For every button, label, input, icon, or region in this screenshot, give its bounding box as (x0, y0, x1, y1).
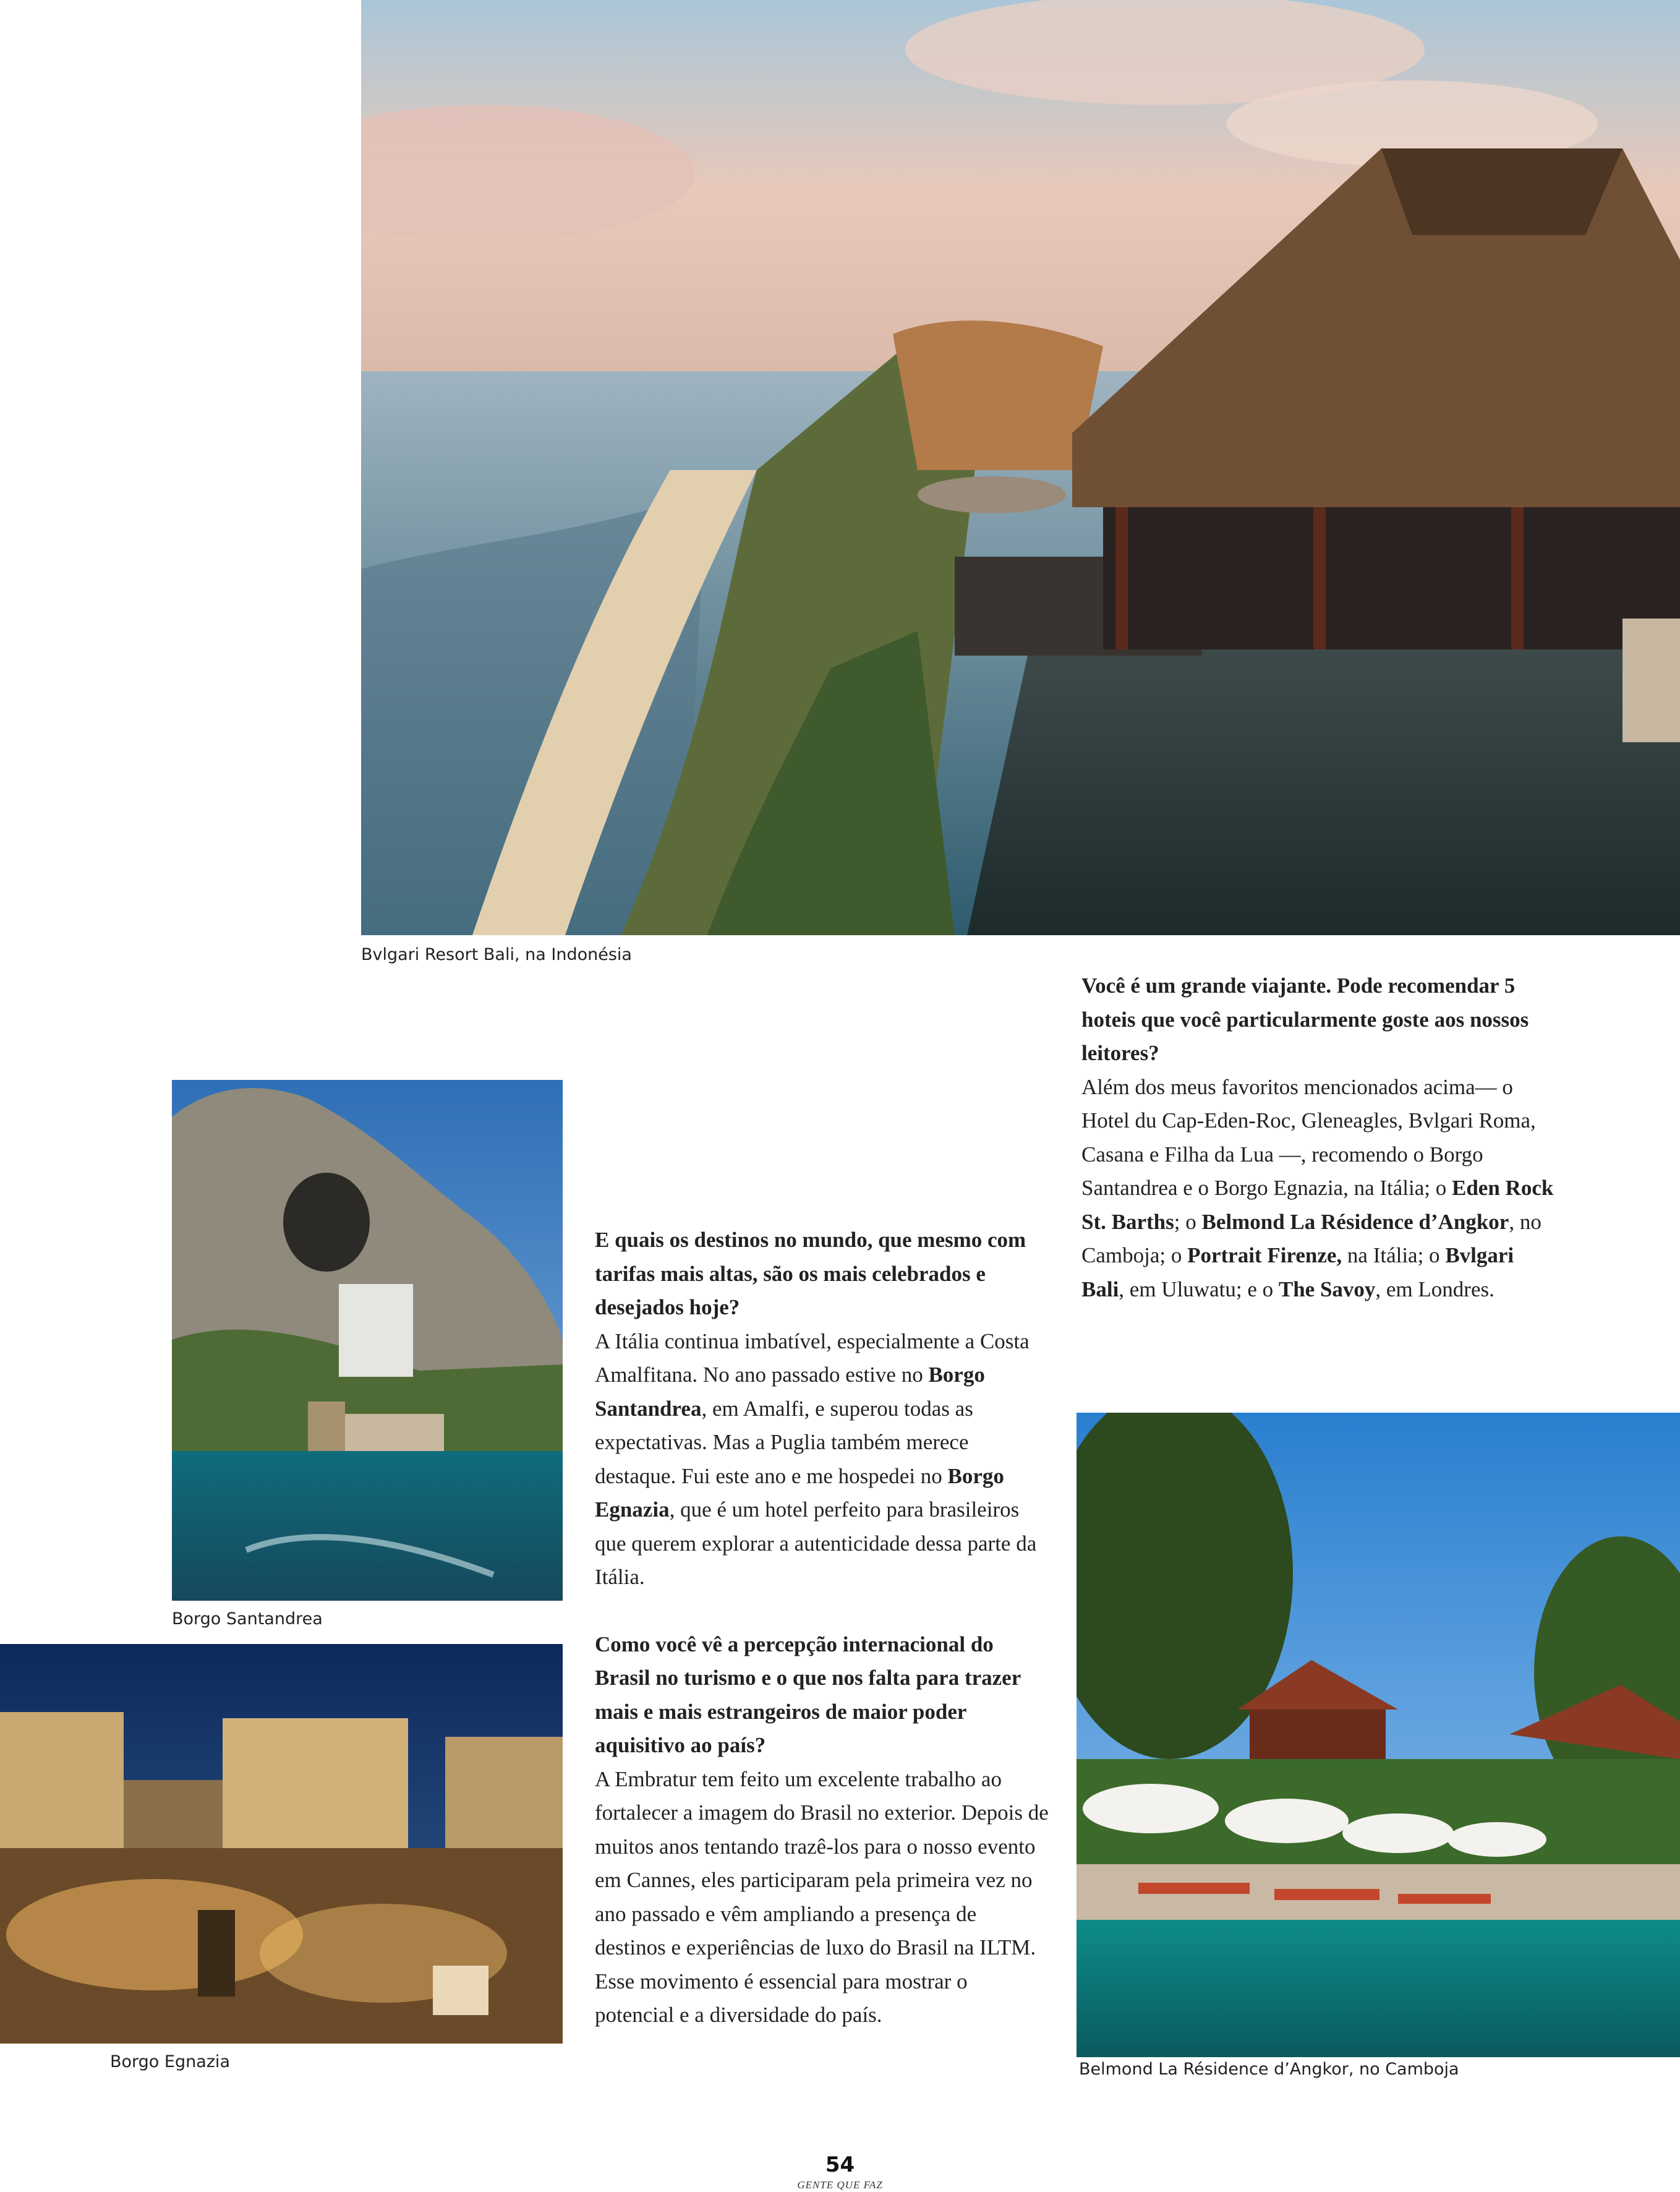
magazine-name: GENTE QUE FAZ (797, 2179, 883, 2191)
bali-resort-photo (361, 0, 1680, 935)
belmond-angkor-photo (1077, 1413, 1680, 2057)
hotel-name-borgo-santandrea: Borgo Santandrea (595, 1363, 985, 1421)
question-brazil-tourism: Como você vê a percepção internacional do Brasil no turismo e o que nos falta para trazer mais e mais estrangeiros de maior poder aquisitivo ao país? (595, 1632, 1021, 1757)
answer-brazil-tourism: A Embratur tem feito um excelente trabalho ao fortalecer a imagem do Brasil no exterior. Depois de muitos anos tentando trazê-los para o nosso evento em Cannes, eles participaram pela primeira vez no ano passado e vêm ampliando a presença de destinos e experiências de luxo do Brasil na ILTM. Esse movimento é essencial para mostrar o potencial e a diversidade do país. (595, 1766, 1049, 2027)
hotel-name-bvlgari-bali: Bvlgari Bali (1081, 1243, 1514, 1301)
egnazia-photo-caption: Borgo Egnazia (110, 2052, 230, 2071)
hotel-name-the-savoy: The Savoy (1278, 1277, 1376, 1301)
borgo-santandrea-photo (172, 1080, 563, 1601)
answer-destinations: A Itália continua imbatível, especialmente a Costa Amalfitana. No ano passado estive no Borgo Santandrea, em Amalfi, e superou todas as expectativas. Mas a Puglia também merece destaque. Fui este ano e me hospedei no Borgo Egnazia, que é um hotel perfeito para brasileiros que querem explorar a autenticidade dessa parte da Itália. (595, 1329, 1037, 1589)
angkor-photo-caption: Belmond La Résidence d’Angkor, no Camboja (1079, 2060, 1459, 2079)
borgo-egnazia-photo (0, 1644, 563, 2044)
right-text-column (1081, 969, 1558, 1306)
answer-hotel-recommendations: Além dos meus favoritos mencionados acima— o Hotel du Cap-Eden-Roc, Gleneagles, Bvlgari Roma, Casana e Filha da Lua —, recomendo o Borgo Santandrea e o Borgo Egnazia, na Itália; o Eden Rock St. Barths; o Belmond La Résidence d’Angkor, no Camboja; o Portrait Firenze, na Itália; o Bvlgari Bali, em Uluwatu; e o The Savoy, em Londres. (1081, 1074, 1554, 1301)
page-number: 54 (825, 2152, 855, 2177)
question-destinations: E quais os destinos no mundo, que mesmo com tarifas mais altas, são os mais celebrados e desejados hoje? (595, 1228, 1026, 1319)
santandrea-photo-caption: Borgo Santandrea (172, 1609, 323, 1629)
hotel-name-eden-rock: Eden Rock St. Barths (1081, 1176, 1554, 1234)
question-hotel-recommendations: Você é um grande viajante. Pode recomendar 5 hoteis que você particularmente goste aos nossos leitores? (1081, 974, 1529, 1065)
bali-photo-caption: Bvlgari Resort Bali, na Indonésia (361, 945, 632, 964)
hotel-name-belmond-angkor: Belmond La Résidence d’Angkor (1201, 1209, 1509, 1234)
hotel-name-portrait-firenze: Portrait Firenze, (1187, 1243, 1342, 1267)
middle-text-column (595, 1223, 1050, 2032)
hotel-name-borgo-egnazia: Borgo Egnazia (595, 1463, 1004, 1522)
